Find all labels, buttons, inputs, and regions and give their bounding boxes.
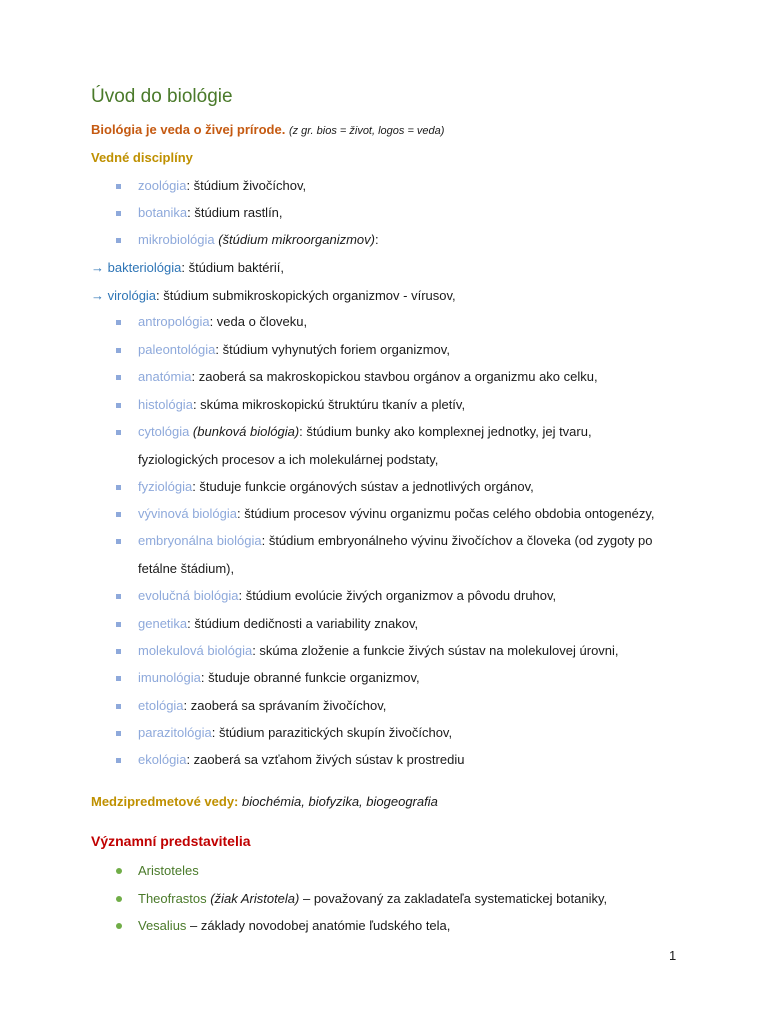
list-item	[138, 506, 654, 521]
list-item	[138, 533, 653, 548]
discipline-desc: : štúdium vyhynutých foriem organizmov,	[215, 342, 450, 357]
sub-discipline-term: bakteriológia	[107, 260, 182, 275]
square-bullet-icon	[116, 539, 121, 544]
discipline-term: zoológia	[138, 178, 187, 193]
discipline-desc: : zaoberá sa makroskopickou stavbou orgánov a organizmu ako celku,	[191, 369, 598, 384]
discipline-desc: : štúdium parazitických skupín živočíchov,	[211, 725, 453, 740]
square-bullet-icon	[116, 403, 121, 408]
discipline-desc: :	[374, 232, 379, 247]
discipline-term: parazitológia	[138, 725, 212, 740]
intro-etymology: (z gr. bios = život, logos = veda)	[288, 125, 445, 137]
arrow-icon: →	[91, 260, 104, 275]
discipline-desc: : skúma mikroskopickú štruktúru tkanív a pletív,	[192, 397, 466, 412]
intro-line	[91, 122, 444, 137]
square-bullet-icon	[116, 594, 121, 599]
interdisciplinary-label: Medzipredmetové vedy:	[91, 794, 239, 809]
representative-name: Theofrastos	[138, 891, 207, 906]
sub-discipline-desc: : štúdium submikroskopických organizmov - vírusov,	[156, 288, 456, 303]
discipline-term: embryonálna biológia	[138, 533, 262, 548]
square-bullet-icon	[116, 320, 121, 325]
list-item	[138, 725, 452, 740]
square-bullet-icon	[116, 676, 121, 681]
discipline-term: imunológia	[138, 670, 201, 685]
list-item	[138, 178, 306, 193]
discipline-term: mikrobiológia	[138, 232, 215, 247]
list-item	[138, 369, 598, 384]
square-bullet-icon	[116, 649, 121, 654]
discipline-desc: : zaoberá sa správaním živočíchov,	[183, 698, 387, 713]
discipline-desc: : štúdium rastlín,	[187, 205, 283, 220]
representative-note: (žiak Aristotela)	[206, 891, 300, 906]
square-bullet-icon	[116, 184, 121, 189]
interdisciplinary-line	[91, 794, 438, 809]
list-item	[138, 314, 307, 329]
list-item	[138, 424, 592, 439]
discipline-term: paleontológia	[138, 342, 216, 357]
representatives-heading: Významní predstavitelia	[91, 833, 251, 849]
round-bullet-icon	[116, 868, 122, 874]
discipline-term: antropológia	[138, 314, 210, 329]
discipline-desc: : štúdium procesov vývinu organizmu počas celého obdobia ontogenézy,	[237, 506, 655, 521]
square-bullet-icon	[116, 731, 121, 736]
list-item	[138, 698, 386, 713]
intro-definition: Biológia je veda o živej prírode.	[91, 122, 286, 137]
representative-desc: – považovaný za zakladateľa systematickej botaniky,	[299, 891, 608, 906]
sub-list-item	[91, 260, 284, 275]
sub-discipline-term: virológia	[107, 288, 157, 303]
square-bullet-icon	[116, 375, 121, 380]
discipline-term: botanika	[138, 205, 188, 220]
discipline-desc: : skúma zloženie a funkcie živých sústav na molekulovej úrovni,	[252, 643, 619, 658]
representative-desc: – základy novodobej anatómie ľudského tela,	[186, 918, 451, 933]
square-bullet-icon	[116, 512, 121, 517]
list-item	[138, 918, 450, 933]
sub-discipline-desc: : štúdium baktérií,	[181, 260, 284, 275]
list-item	[138, 397, 465, 412]
discipline-term: molekulová biológia	[138, 643, 253, 658]
discipline-term: fyziológia	[138, 479, 193, 494]
square-bullet-icon	[116, 622, 121, 627]
interdisciplinary-value: biochémia, biofyzika, biogeografia	[242, 794, 438, 809]
discipline-term: etológia	[138, 698, 184, 713]
list-item	[138, 479, 534, 494]
discipline-desc: : študuje funkcie orgánových sústav a jednotlivých orgánov,	[192, 479, 534, 494]
list-item-continuation: fetálne štádium),	[138, 561, 235, 576]
list-item	[138, 670, 420, 685]
discipline-term: genetika	[138, 616, 188, 631]
discipline-term: histológia	[138, 397, 193, 412]
discipline-note: (štúdium mikroorganizmov)	[214, 232, 375, 247]
list-item	[138, 588, 556, 603]
list-item	[138, 891, 607, 906]
list-item	[138, 752, 464, 767]
square-bullet-icon	[116, 348, 121, 353]
page-number: 1	[669, 948, 677, 963]
discipline-desc: : štúdium evolúcie živých organizmov a pôvodu druhov,	[238, 588, 557, 603]
round-bullet-icon	[116, 896, 122, 902]
discipline-term: evolučná biológia	[138, 588, 239, 603]
discipline-term: anatómia	[138, 369, 192, 384]
square-bullet-icon	[116, 758, 121, 763]
list-item	[138, 232, 379, 247]
discipline-desc: : štúdium bunky ako komplexnej jednotky, jej tvaru,	[299, 424, 592, 439]
disciplines-heading: Vedné disciplíny	[91, 150, 193, 165]
round-bullet-icon	[116, 923, 122, 929]
square-bullet-icon	[116, 704, 121, 709]
list-item	[138, 205, 283, 220]
discipline-desc: : zaoberá sa vzťahom živých sústav k prostrediu	[186, 752, 465, 767]
square-bullet-icon	[116, 485, 121, 490]
list-item	[138, 643, 619, 658]
discipline-term: cytológia	[138, 424, 190, 439]
list-item	[138, 342, 450, 357]
discipline-term: vývinová biológia	[138, 506, 238, 521]
square-bullet-icon	[116, 238, 121, 243]
list-item	[138, 616, 418, 631]
list-item	[138, 863, 199, 878]
discipline-desc: : štúdium dedičnosti a variability znakov,	[187, 616, 419, 631]
representative-name: Vesalius	[138, 918, 187, 933]
arrow-icon: →	[91, 288, 104, 303]
representative-name: Aristoteles	[138, 863, 199, 878]
discipline-desc: : študuje obranné funkcie organizmov,	[200, 670, 420, 685]
square-bullet-icon	[116, 430, 121, 435]
discipline-note: (bunková biológia)	[189, 424, 300, 439]
list-item-continuation: fyziologických procesov a ich molekulárnej podstaty,	[138, 452, 439, 467]
discipline-desc: : veda o človeku,	[209, 314, 308, 329]
sub-list-item	[91, 288, 456, 303]
discipline-desc: : štúdium embryonálneho vývinu živočíchov a človeka (od zygoty po	[261, 533, 653, 548]
discipline-term: ekológia	[138, 752, 187, 767]
page-title: Úvod do biológie	[91, 86, 233, 107]
square-bullet-icon	[116, 211, 121, 216]
discipline-desc: : štúdium živočíchov,	[186, 178, 307, 193]
